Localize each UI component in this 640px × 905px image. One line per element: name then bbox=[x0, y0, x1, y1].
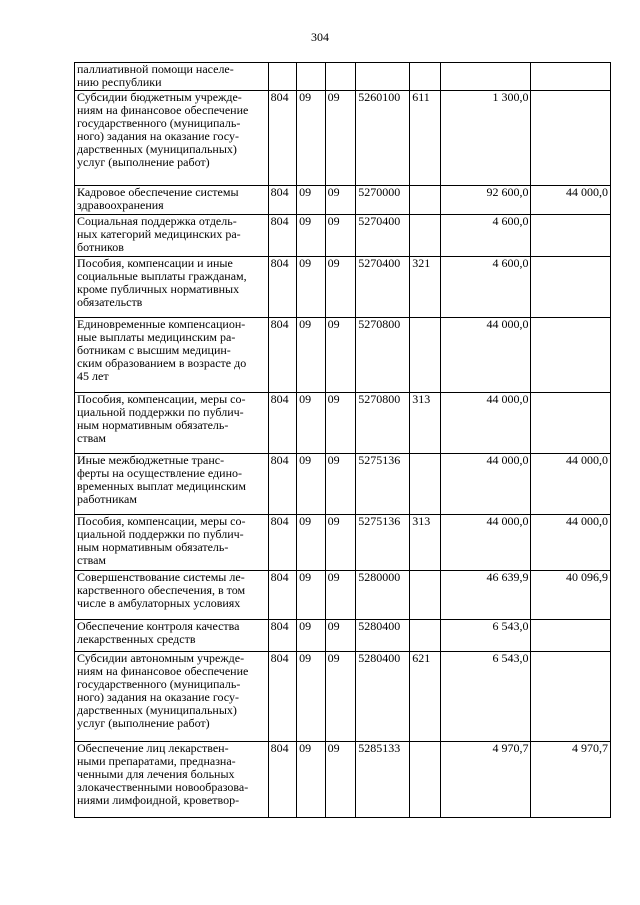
expense-type-code bbox=[410, 620, 441, 652]
subsection-code: 09 bbox=[325, 652, 356, 742]
target-article-code: 5260100 bbox=[356, 91, 410, 186]
item-name: паллиативной помощи населе- нию республики bbox=[75, 63, 269, 91]
subsection-code: 09 bbox=[325, 515, 356, 571]
department-code: 804 bbox=[268, 571, 297, 620]
target-article-code: 5280000 bbox=[356, 571, 410, 620]
department-code: 804 bbox=[268, 393, 297, 454]
amount-federal: 44 000,0 bbox=[531, 515, 611, 571]
target-article-code: 5285133 bbox=[356, 742, 410, 818]
section-code: 09 bbox=[297, 742, 326, 818]
subsection-code: 09 bbox=[325, 91, 356, 186]
subsection-code: 09 bbox=[325, 571, 356, 620]
expense-type-code: 611 bbox=[410, 91, 441, 186]
subsection-code: 09 bbox=[325, 215, 356, 257]
subsection-code: 09 bbox=[325, 620, 356, 652]
expense-type-code bbox=[410, 186, 441, 215]
section-code: 09 bbox=[297, 215, 326, 257]
amount-federal bbox=[531, 91, 611, 186]
amount-total: 4 970,7 bbox=[440, 742, 531, 818]
department-code: 804 bbox=[268, 186, 297, 215]
expense-type-code bbox=[410, 63, 441, 91]
department-code: 804 bbox=[268, 742, 297, 818]
expense-type-code: 313 bbox=[410, 393, 441, 454]
section-code: 09 bbox=[297, 257, 326, 318]
department-code: 804 bbox=[268, 515, 297, 571]
expense-type-code: 321 bbox=[410, 257, 441, 318]
section-code: 09 bbox=[297, 652, 326, 742]
expense-type-code bbox=[410, 318, 441, 393]
subsection-code: 09 bbox=[325, 393, 356, 454]
subsection-code: 09 bbox=[325, 257, 356, 318]
section-code: 09 bbox=[297, 91, 326, 186]
amount-total: 1 300,0 bbox=[440, 91, 531, 186]
table-row bbox=[75, 215, 611, 257]
item-name: Субсидии автономным учрежде- ниям на финансовое обеспечение государственного (муниципаль- ного) задания на оказание госу- дарственных (муниципальных) услуг (выполнение работ) bbox=[75, 652, 269, 742]
amount-federal bbox=[531, 318, 611, 393]
table-row bbox=[75, 186, 611, 215]
department-code bbox=[268, 63, 297, 91]
table-row bbox=[75, 257, 611, 318]
amount-federal bbox=[531, 393, 611, 454]
target-article-code: 5280400 bbox=[356, 620, 410, 652]
amount-federal bbox=[531, 620, 611, 652]
amount-federal: 44 000,0 bbox=[531, 454, 611, 515]
item-name: Обеспечение контроля качества лекарственных средств bbox=[75, 620, 269, 652]
target-article-code: 5275136 bbox=[356, 515, 410, 571]
table-row bbox=[75, 571, 611, 620]
subsection-code: 09 bbox=[325, 742, 356, 818]
amount-federal bbox=[531, 215, 611, 257]
section-code: 09 bbox=[297, 571, 326, 620]
item-name: Кадровое обеспечение системы здравоохранения bbox=[75, 186, 269, 215]
table-row bbox=[75, 454, 611, 515]
section-code: 09 bbox=[297, 318, 326, 393]
target-article-code: 5270400 bbox=[356, 215, 410, 257]
department-code: 804 bbox=[268, 215, 297, 257]
target-article-code bbox=[356, 63, 410, 91]
amount-total: 6 543,0 bbox=[440, 652, 531, 742]
subsection-code: 09 bbox=[325, 186, 356, 215]
expense-type-code: 621 bbox=[410, 652, 441, 742]
item-name: Обеспечение лиц лекарствен- ными препаратами, предназна- ченными для лечения больных злокачественными новообразова- ниями лимфоидной, кроветвор- bbox=[75, 742, 269, 818]
table-row bbox=[75, 652, 611, 742]
table-row bbox=[75, 318, 611, 393]
amount-federal: 40 096,9 bbox=[531, 571, 611, 620]
table-row bbox=[75, 515, 611, 571]
item-name: Пособия, компенсации, меры со- циальной поддержки по публич- ным нормативным обязатель- ствам bbox=[75, 515, 269, 571]
department-code: 804 bbox=[268, 620, 297, 652]
subsection-code: 09 bbox=[325, 454, 356, 515]
expense-type-code bbox=[410, 454, 441, 515]
subsection-code bbox=[325, 63, 356, 91]
item-name: Пособия, компенсации, меры со- циальной поддержки по публич- ным нормативным обязатель- ствам bbox=[75, 393, 269, 454]
amount-total: 44 000,0 bbox=[440, 318, 531, 393]
department-code: 804 bbox=[268, 652, 297, 742]
amount-total: 4 600,0 bbox=[440, 257, 531, 318]
page-number: 304 bbox=[311, 30, 329, 44]
table-row bbox=[75, 620, 611, 652]
section-code: 09 bbox=[297, 186, 326, 215]
budget-table bbox=[74, 62, 611, 818]
expense-type-code bbox=[410, 742, 441, 818]
department-code: 804 bbox=[268, 91, 297, 186]
target-article-code: 5270800 bbox=[356, 393, 410, 454]
amount-federal: 4 970,7 bbox=[531, 742, 611, 818]
table-row bbox=[75, 393, 611, 454]
amount-total: 6 543,0 bbox=[440, 620, 531, 652]
amount-federal bbox=[531, 63, 611, 91]
item-name: Иные межбюджетные транс- ферты на осуществление едино- временных выплат медицинским работникам bbox=[75, 454, 269, 515]
amount-total: 4 600,0 bbox=[440, 215, 531, 257]
item-name: Единовременные компенсацион- ные выплаты медицинским ра- ботникам с высшим медицин- ским образованием в возрасте до 45 лет bbox=[75, 318, 269, 393]
amount-total: 44 000,0 bbox=[440, 515, 531, 571]
target-article-code: 5270000 bbox=[356, 186, 410, 215]
item-name: Субсидии бюджетным учрежде- ниям на финансовое обеспечение государственного (муниципаль- ного) задания на оказание госу- дарственных (муниципальных) услуг (выполнение работ) bbox=[75, 91, 269, 186]
expense-type-code: 313 bbox=[410, 515, 441, 571]
amount-federal bbox=[531, 257, 611, 318]
item-name: Социальная поддержка отдель- ных категорий медицинских ра- ботников bbox=[75, 215, 269, 257]
section-code bbox=[297, 63, 326, 91]
section-code: 09 bbox=[297, 393, 326, 454]
target-article-code: 5275136 bbox=[356, 454, 410, 515]
subsection-code: 09 bbox=[325, 318, 356, 393]
department-code: 804 bbox=[268, 257, 297, 318]
item-name: Совершенствование системы ле- карственного обеспечения, в том числе в амбулаторных условиях bbox=[75, 571, 269, 620]
section-code: 09 bbox=[297, 620, 326, 652]
amount-total: 46 639,9 bbox=[440, 571, 531, 620]
target-article-code: 5270800 bbox=[356, 318, 410, 393]
department-code: 804 bbox=[268, 318, 297, 393]
target-article-code: 5270400 bbox=[356, 257, 410, 318]
section-code: 09 bbox=[297, 515, 326, 571]
section-code: 09 bbox=[297, 454, 326, 515]
expense-type-code bbox=[410, 215, 441, 257]
amount-federal: 44 000,0 bbox=[531, 186, 611, 215]
table-row bbox=[75, 63, 611, 91]
target-article-code: 5280400 bbox=[356, 652, 410, 742]
department-code: 804 bbox=[268, 454, 297, 515]
table-row bbox=[75, 91, 611, 186]
amount-federal bbox=[531, 652, 611, 742]
expense-type-code bbox=[410, 571, 441, 620]
amount-total: 44 000,0 bbox=[440, 393, 531, 454]
amount-total: 92 600,0 bbox=[440, 186, 531, 215]
item-name: Пособия, компенсации и иные социальные выплаты гражданам, кроме публичных нормативных обязательств bbox=[75, 257, 269, 318]
table-row bbox=[75, 742, 611, 818]
amount-total: 44 000,0 bbox=[440, 454, 531, 515]
amount-total bbox=[440, 63, 531, 91]
